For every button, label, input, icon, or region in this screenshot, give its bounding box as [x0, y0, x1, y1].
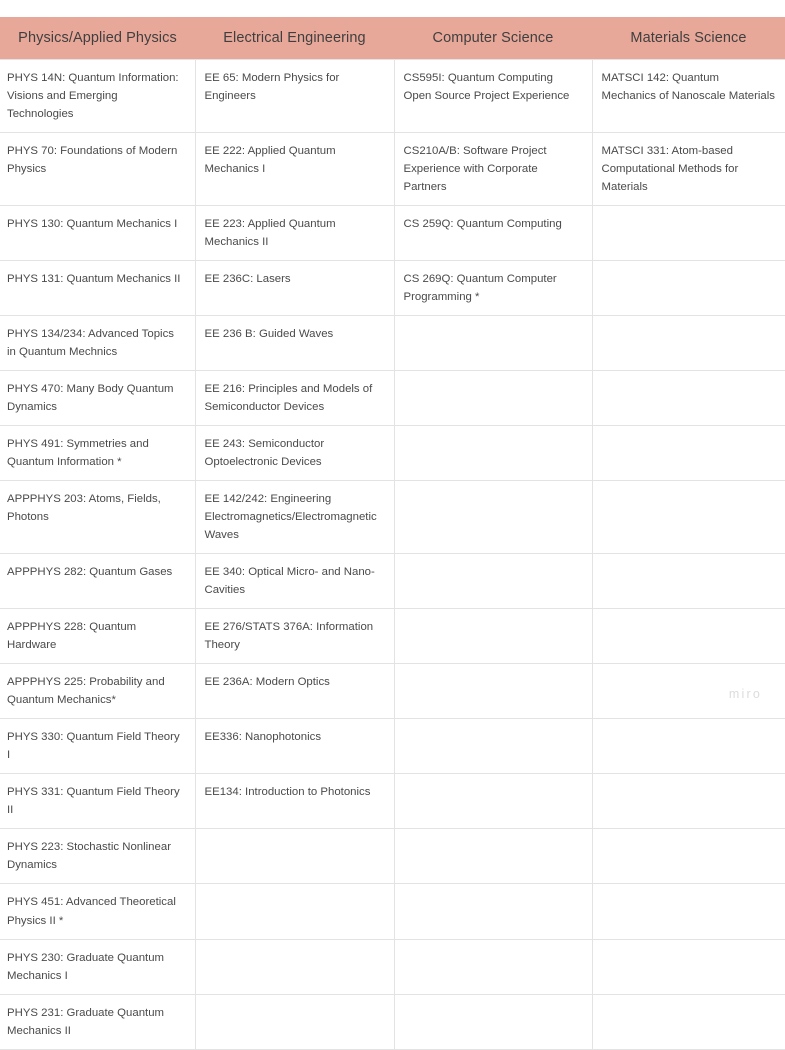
- table-row: [0, 426, 785, 481]
- course-cell: EE 142/242: Engineering Electromagnetics/Electromagnetic Waves: [195, 481, 394, 554]
- course-cell: MATSCI 142: Quantum Mechanics of Nanoscale Materials: [592, 60, 785, 133]
- course-cell: PHYS 331: Quantum Field Theory II: [0, 774, 195, 829]
- table-row: [0, 829, 785, 884]
- empty-cell: [592, 829, 785, 884]
- table-row: [0, 60, 785, 133]
- empty-cell: [195, 829, 394, 884]
- table-row: [0, 133, 785, 206]
- course-cell: CS 259Q: Quantum Computing: [394, 206, 592, 261]
- empty-cell: [195, 939, 394, 994]
- course-cell: PHYS 330: Quantum Field Theory I: [0, 719, 195, 774]
- empty-cell: [592, 994, 785, 1049]
- column-header-computer-science: Computer Science: [394, 17, 592, 60]
- empty-cell: [592, 371, 785, 426]
- empty-cell: [394, 939, 592, 994]
- table-row: [0, 554, 785, 609]
- table-row: [0, 206, 785, 261]
- course-cell: CS595I: Quantum Computing Open Source Project Experience: [394, 60, 592, 133]
- course-cell: PHYS 491: Symmetries and Quantum Information *: [0, 426, 195, 481]
- empty-cell: [394, 316, 592, 371]
- course-cell: EE 340: Optical Micro- and Nano-Cavities: [195, 554, 394, 609]
- table-row: [0, 719, 785, 774]
- table-header-row: [0, 17, 785, 60]
- course-cell: PHYS 451: Advanced Theoretical Physics II *: [0, 884, 195, 939]
- course-cell: APPPHYS 228: Quantum Hardware: [0, 609, 195, 664]
- empty-cell: [592, 609, 785, 664]
- empty-cell: [592, 939, 785, 994]
- empty-cell: [394, 426, 592, 481]
- empty-cell: [592, 206, 785, 261]
- course-cell: EE 216: Principles and Models of Semiconductor Devices: [195, 371, 394, 426]
- table-row: [0, 939, 785, 994]
- table-row: [0, 774, 785, 829]
- empty-cell: [394, 481, 592, 554]
- course-cell: APPPHYS 203: Atoms, Fields, Photons: [0, 481, 195, 554]
- empty-cell: [592, 481, 785, 554]
- course-cell: EE 236A: Modern Optics: [195, 664, 394, 719]
- course-cell: PHYS 230: Graduate Quantum Mechanics I: [0, 939, 195, 994]
- empty-cell: [394, 664, 592, 719]
- course-table-container: [0, 17, 785, 1050]
- course-cell: PHYS 70: Foundations of Modern Physics: [0, 133, 195, 206]
- course-cell: APPPHYS 282: Quantum Gases: [0, 554, 195, 609]
- course-cell: EE 65: Modern Physics for Engineers: [195, 60, 394, 133]
- course-cell: PHYS 14N: Quantum Information: Visions and Emerging Technologies: [0, 60, 195, 133]
- empty-cell: [592, 261, 785, 316]
- course-cell: EE 222: Applied Quantum Mechanics I: [195, 133, 394, 206]
- table-header: [0, 17, 785, 60]
- empty-cell: [394, 994, 592, 1049]
- course-cell: EE 276/STATS 376A: Information Theory: [195, 609, 394, 664]
- course-cell: PHYS 130: Quantum Mechanics I: [0, 206, 195, 261]
- empty-cell: [394, 554, 592, 609]
- course-cell: PHYS 470: Many Body Quantum Dynamics: [0, 371, 195, 426]
- empty-cell: [394, 774, 592, 829]
- table-row: [0, 371, 785, 426]
- empty-cell: [195, 884, 394, 939]
- course-cell: CS210A/B: Software Project Experience with Corporate Partners: [394, 133, 592, 206]
- course-cell: MATSCI 331: Atom-based Computational Methods for Materials: [592, 133, 785, 206]
- empty-cell: [592, 719, 785, 774]
- table-row: [0, 994, 785, 1049]
- column-header-physics: Physics/Applied Physics: [0, 17, 195, 60]
- empty-cell: [592, 426, 785, 481]
- table-row: [0, 481, 785, 554]
- empty-cell: [394, 829, 592, 884]
- course-cell: EE 236C: Lasers: [195, 261, 394, 316]
- empty-cell: [394, 371, 592, 426]
- quantum-courses-table: [0, 17, 785, 1050]
- column-header-materials-science: Materials Science: [592, 17, 785, 60]
- empty-cell: [394, 609, 592, 664]
- course-cell: EE 223: Applied Quantum Mechanics II: [195, 206, 394, 261]
- empty-cell: [592, 774, 785, 829]
- table-row: [0, 664, 785, 719]
- course-cell: APPPHYS 225: Probability and Quantum Mechanics*: [0, 664, 195, 719]
- course-cell: EE134: Introduction to Photonics: [195, 774, 394, 829]
- table-row: [0, 609, 785, 664]
- course-cell: PHYS 131: Quantum Mechanics II: [0, 261, 195, 316]
- empty-cell: [394, 719, 592, 774]
- course-cell: PHYS 223: Stochastic Nonlinear Dynamics: [0, 829, 195, 884]
- empty-cell: [394, 884, 592, 939]
- miro-watermark: miro: [728, 687, 762, 701]
- course-cell: PHYS 134/234: Advanced Topics in Quantum Mechnics: [0, 316, 195, 371]
- course-cell: EE336: Nanophotonics: [195, 719, 394, 774]
- course-cell: PHYS 231: Graduate Quantum Mechanics II: [0, 994, 195, 1049]
- empty-cell: [195, 994, 394, 1049]
- course-cell: CS 269Q: Quantum Computer Programming *: [394, 261, 592, 316]
- course-cell: EE 243: Semiconductor Optoelectronic Devices: [195, 426, 394, 481]
- empty-cell: [592, 554, 785, 609]
- column-header-electrical-engineering: Electrical Engineering: [195, 17, 394, 60]
- empty-cell: [592, 316, 785, 371]
- empty-cell: [592, 884, 785, 939]
- table-row: [0, 316, 785, 371]
- course-cell: EE 236 B: Guided Waves: [195, 316, 394, 371]
- table-row: [0, 261, 785, 316]
- table-body: [0, 60, 785, 1050]
- table-row: [0, 884, 785, 939]
